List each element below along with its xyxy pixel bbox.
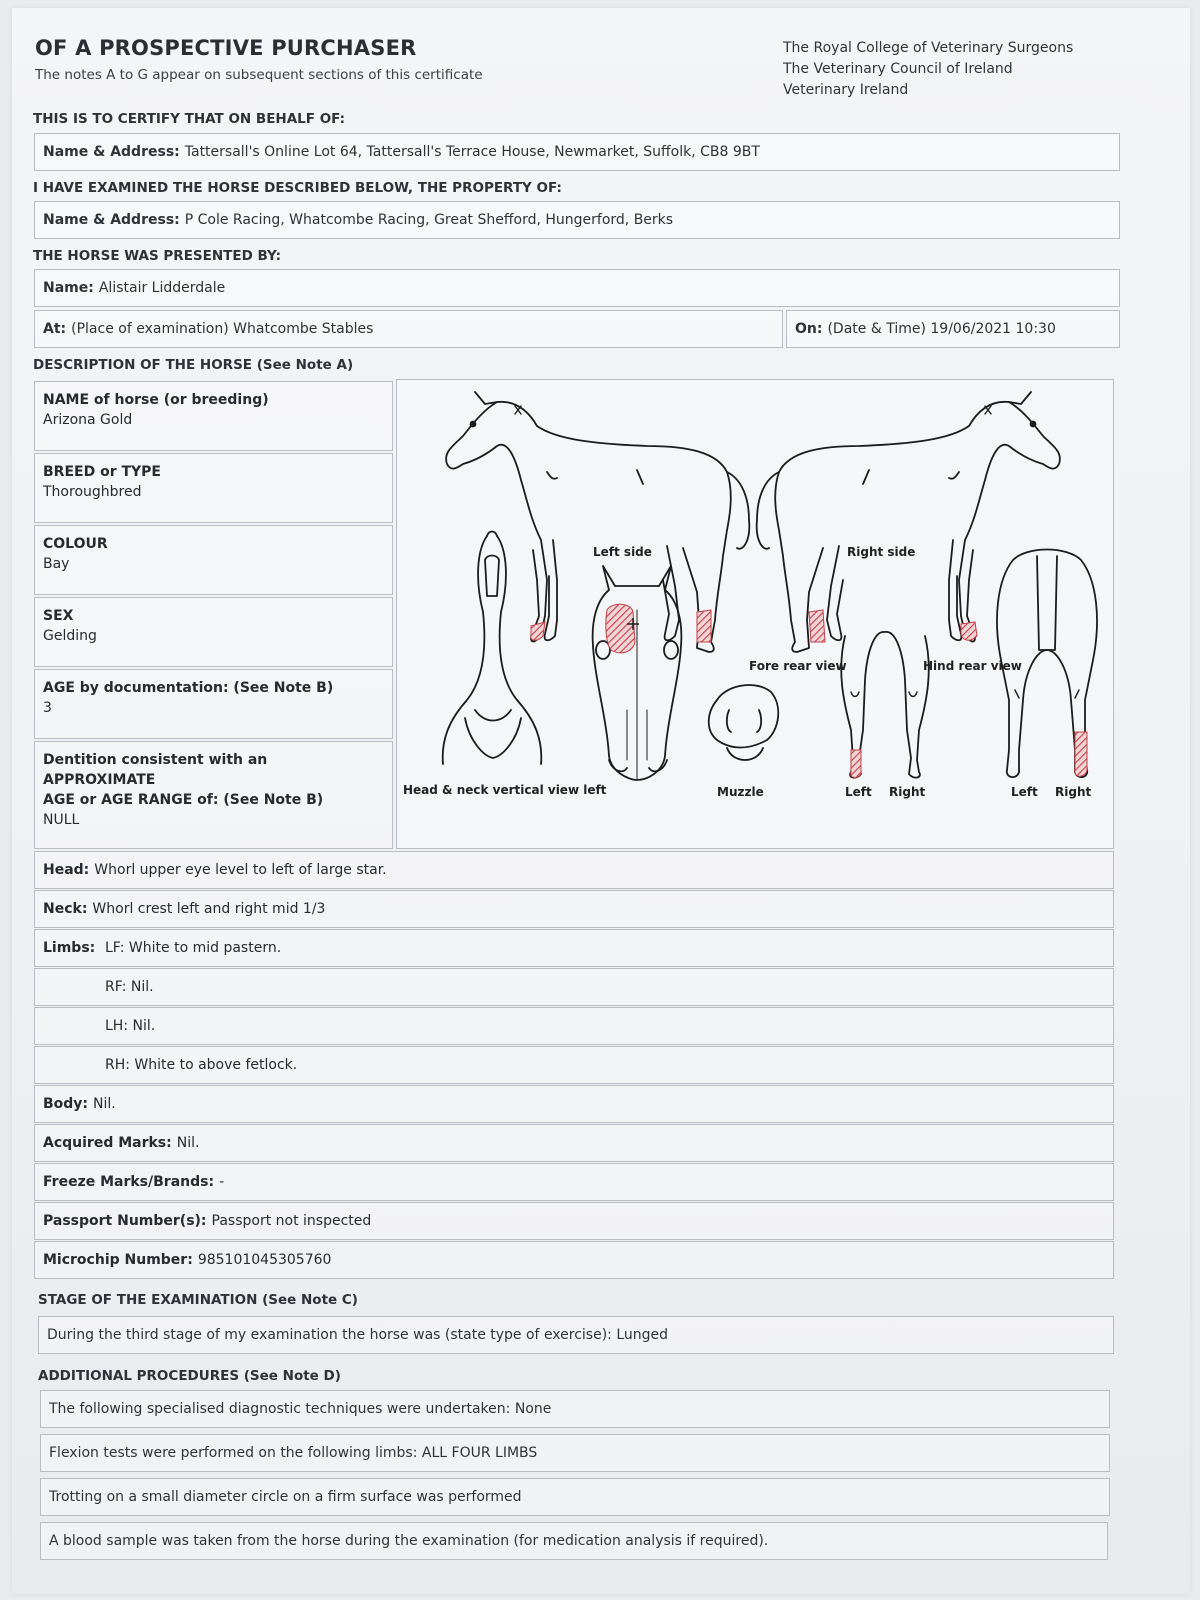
procedures-heading: ADDITIONAL PROCEDURES (See Note D) [38, 1368, 341, 1384]
org-vi: Veterinary Ireland [783, 82, 909, 98]
procedure-item [40, 1390, 1110, 1428]
neck-value: Whorl crest left and right mid 1/3 [92, 901, 326, 917]
property-heading: I HAVE EXAMINED THE HORSE DESCRIBED BELOW, THE PROPERTY OF: [33, 180, 562, 196]
limb-lf-value: LF: White to mid pastern. [105, 940, 282, 956]
freeze-value: - [219, 1174, 225, 1190]
page-subtitle: The notes A to G appear on subsequent sections of this certificate [35, 67, 483, 83]
place-field [34, 310, 783, 348]
label-hind-left: Left [1011, 785, 1038, 799]
dentition-value: NULL [43, 812, 80, 828]
procedure-diagnostics: The following specialised diagnostic techniques were undertaken: None [49, 1401, 552, 1417]
limb-rf-value: RF: Nil. [105, 979, 154, 995]
passport-value: Passport not inspected [211, 1213, 372, 1229]
body-label: Body: [43, 1096, 89, 1112]
behalf-field [34, 133, 1120, 171]
presenter-name-value: Alistair Lidderdale [98, 280, 226, 296]
description-heading: DESCRIPTION OF THE HORSE (See Note A) [33, 357, 354, 373]
horse-name-label: NAME of horse (or breeding) [43, 392, 269, 408]
page-title: OF A PROSPECTIVE PURCHASER [35, 36, 417, 60]
age-field [34, 669, 393, 739]
behalf-value: Tattersall's Online Lot 64, Tattersall's Terrace House, Newmarket, Suffolk, CB8 9BT [184, 144, 760, 160]
date-field [786, 310, 1120, 348]
org-vci: The Veterinary Council of Ireland [783, 61, 1013, 77]
passport-label: Passport Number(s): [43, 1213, 207, 1229]
head-label: Head: [43, 862, 90, 878]
procedure-item [40, 1478, 1110, 1516]
lf-white-mark [531, 622, 545, 640]
sex-label: SEX [43, 608, 74, 624]
label-fore-right: Right [889, 785, 926, 799]
place-value: (Place of examination) Whatcombe Stables [71, 321, 374, 337]
body-markings-row [34, 1085, 1114, 1123]
property-label: Name & Address: [43, 212, 180, 228]
label-hind-rear-view: Hind rear view [923, 659, 1022, 673]
dentition-label-1: Dentition consistent with an APPROXIMATE [43, 752, 268, 788]
procedure-trotting: Trotting on a small diameter circle on a firm surface was performed [49, 1489, 522, 1505]
limbs-label: Limbs: [43, 940, 96, 956]
microchip-row [34, 1241, 1114, 1279]
hind-rear-rh-mark [1075, 732, 1087, 776]
date-label: On: [795, 321, 823, 337]
limb-rh-value: RH: White to above fetlock. [105, 1057, 298, 1073]
microchip-label: Microchip Number: [43, 1252, 193, 1268]
procedure-flexion: Flexion tests were performed on the following limbs: ALL FOUR LIMBS [49, 1445, 538, 1461]
label-left-side: Left side [593, 545, 652, 559]
head-value: Whorl upper eye level to left of large star. [94, 862, 387, 878]
behalf-label: Name & Address: [43, 144, 180, 160]
acquired-label: Acquired Marks: [43, 1135, 172, 1151]
fore-rear-lf-mark [851, 750, 861, 778]
passport-row [34, 1202, 1114, 1240]
dentition-label-2: AGE or AGE RANGE of: (See Note B) [43, 792, 324, 808]
label-right-side: Right side [847, 545, 916, 559]
label-muzzle: Muzzle [717, 785, 764, 799]
property-field [34, 201, 1120, 239]
breed-field [34, 453, 393, 523]
horse-name-field [34, 381, 393, 451]
body-value: Nil. [93, 1096, 116, 1112]
freeze-label: Freeze Marks/Brands: [43, 1174, 215, 1190]
horse-markings-diagram [396, 379, 1114, 849]
breed-value: Thoroughbred [43, 484, 142, 500]
procedure-item [40, 1522, 1108, 1560]
microchip-value: 985101045305760 [197, 1252, 332, 1268]
sex-field [34, 597, 393, 667]
neck-label: Neck: [43, 901, 88, 917]
sex-value: Gelding [43, 628, 97, 644]
head-markings-row [34, 851, 1114, 889]
presented-heading: THE HORSE WAS PRESENTED BY: [33, 248, 282, 264]
dentition-field [34, 741, 393, 849]
label-hind-right: Right [1055, 785, 1092, 799]
lf-white-mark-right-view [961, 622, 977, 640]
freeze-marks-row [34, 1163, 1114, 1201]
age-label: AGE by documentation: (See Note B) [43, 680, 334, 696]
colour-label: COLOUR [43, 536, 108, 552]
presenter-name-field [34, 269, 1120, 307]
rh-white-mark-left-view [697, 610, 711, 642]
stage-text: During the third stage of my examination the horse was (state type of exercise): Lunged [47, 1327, 669, 1343]
procedure-blood-sample: A blood sample was taken from the horse during the examination (for medication analysis if required). [49, 1533, 769, 1549]
star-mark [606, 604, 635, 653]
label-fore-left: Left [845, 785, 872, 799]
acquired-marks-row [34, 1124, 1114, 1162]
property-value: P Cole Racing, Whatcombe Racing, Great Shefford, Hungerford, Berks [184, 212, 674, 228]
presenter-name-label: Name: [43, 280, 94, 296]
limb-lh-value: LH: Nil. [105, 1018, 156, 1034]
colour-field [34, 525, 393, 595]
acquired-value: Nil. [176, 1135, 200, 1151]
muzzle-outline [709, 685, 779, 760]
behalf-heading: THIS IS TO CERTIFY THAT ON BEHALF OF: [33, 111, 346, 127]
age-value: 3 [43, 700, 52, 716]
stage-heading: STAGE OF THE EXAMINATION (See Note C) [38, 1292, 358, 1308]
limb-lf-row [34, 929, 1114, 967]
neck-markings-row [34, 890, 1114, 928]
horse-name-value: Arizona Gold [43, 412, 133, 428]
rh-white-mark-right-view [809, 610, 825, 642]
date-value: (Date & Time) 19/06/2021 10:30 [827, 321, 1056, 337]
limb-rf-row [34, 968, 1114, 1006]
head-front-outline [593, 566, 682, 780]
limb-lh-row [34, 1007, 1114, 1045]
markings-svg [397, 380, 1113, 848]
colour-value: Bay [43, 556, 70, 572]
stage-field [38, 1316, 1114, 1354]
right-side-horse-outline [757, 392, 1060, 652]
org-rcvs: The Royal College of Veterinary Surgeons [783, 40, 1074, 56]
head-neck-vertical-outline [443, 532, 542, 765]
white-markings [531, 604, 1087, 777]
procedure-item [40, 1434, 1110, 1472]
place-label: At: [43, 321, 67, 337]
breed-label: BREED or TYPE [43, 464, 161, 480]
label-head-neck-view: Head & neck vertical view left [403, 783, 607, 797]
label-fore-rear-view: Fore rear view [749, 659, 847, 673]
limb-rh-row [34, 1046, 1114, 1084]
organisations [783, 38, 1073, 101]
